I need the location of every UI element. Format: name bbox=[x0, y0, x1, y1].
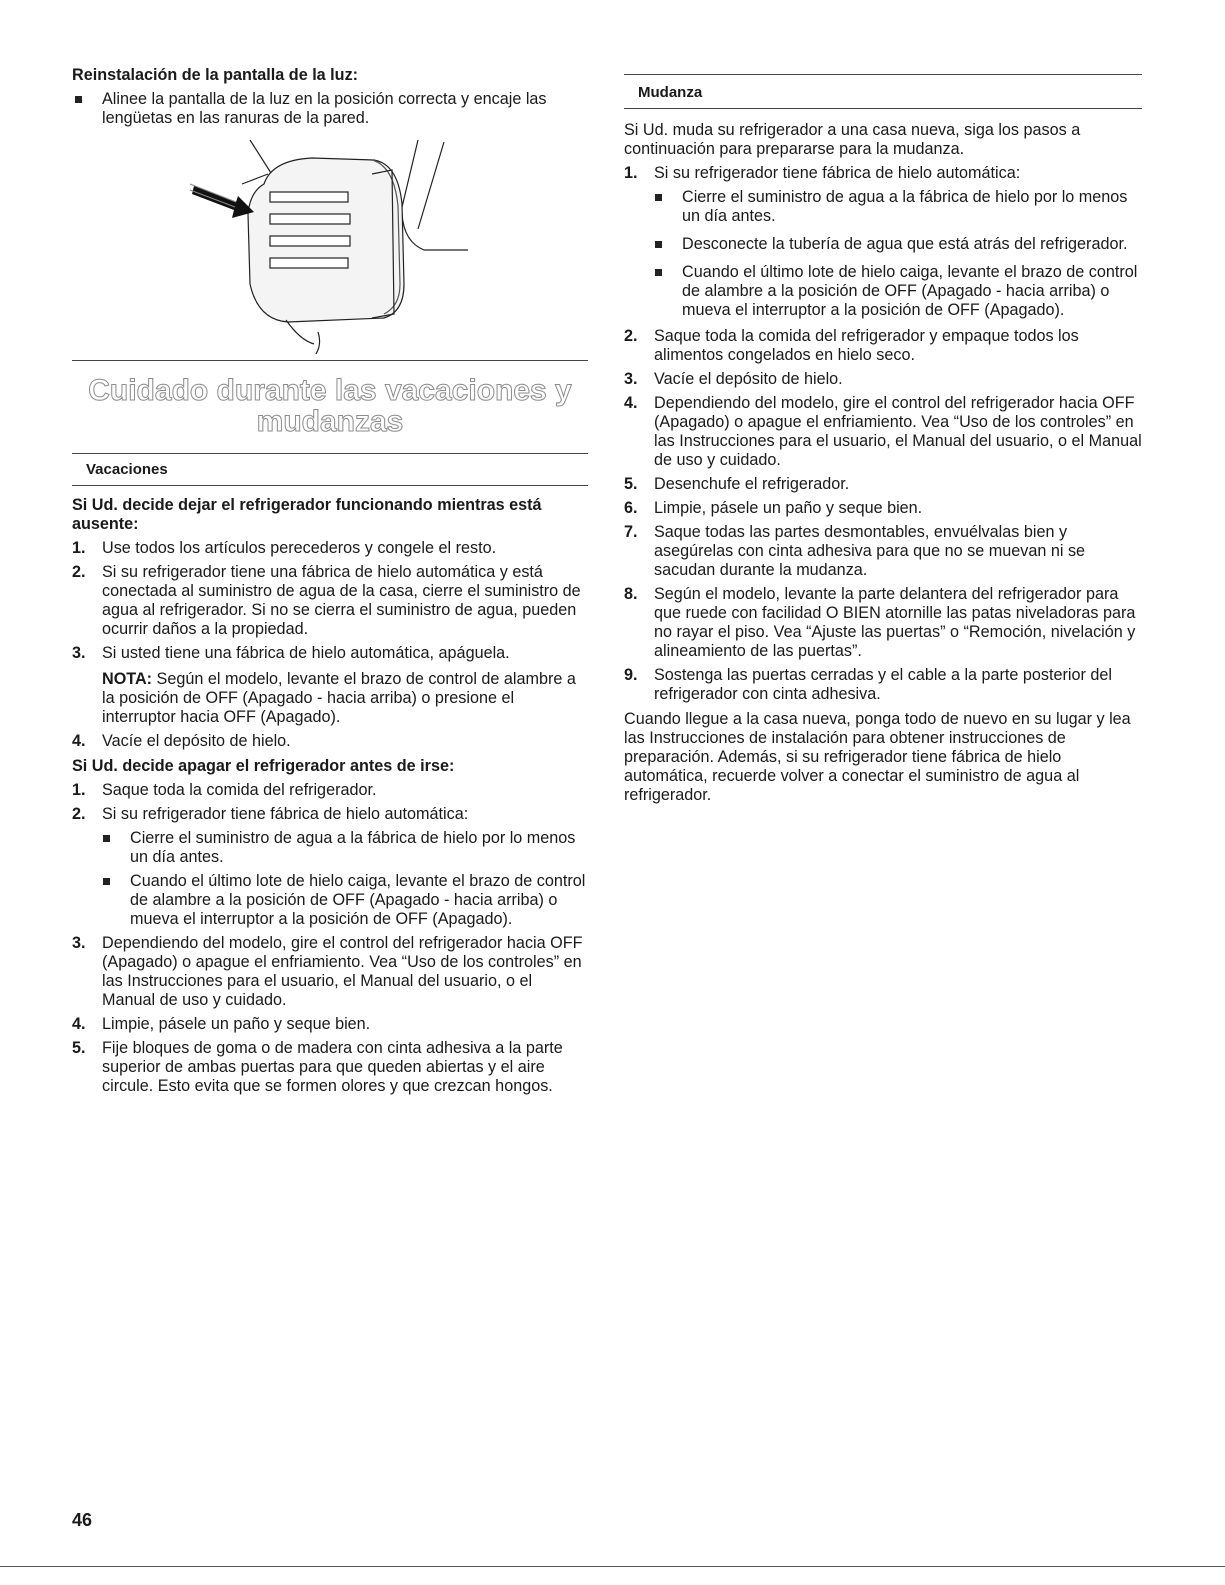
moving-step-1: 1. Si su refrigerador tiene fábrica de hielo automática: bbox=[624, 164, 1021, 182]
section-rule-top bbox=[72, 360, 588, 361]
running-heading: Si Ud. decide dejar el refrigerador funcionando mientras está ausente: bbox=[72, 496, 542, 533]
bullet-square-icon bbox=[655, 194, 662, 201]
running-step-1: 1. Use todos los artículos perecederos y congele el resto. bbox=[72, 539, 497, 557]
off-step-3: 3. Dependiendo del modelo, gire el control del refrigerador hacia OFF (Apagado) o apague el enfriamiento. Vea “Uso de los controles” en las Instrucciones para el usuario, el Manual del usuario, o el Manual de uso y cuidado. bbox=[72, 934, 583, 1009]
bullet-square-icon bbox=[103, 878, 110, 885]
moving-step-3: 3. Vacíe el depósito de hielo. bbox=[624, 370, 843, 388]
arrow-icon bbox=[190, 184, 254, 218]
off-step-2: 2. Si su refrigerador tiene fábrica de hielo automática: bbox=[72, 805, 469, 823]
section-title: Cuidado durante las vacaciones y mudanzas bbox=[88, 374, 572, 438]
moving-closing: Cuando llegue a la casa nueva, ponga todo de nuevo en su lugar y lea las Instrucciones de instalación para obtener instrucciones de preparación. Además, si su refrigerador tiene fábrica de hielo automática, recuerde volver a conectar el suministro de agua al refrigerador. bbox=[624, 710, 1131, 804]
moving-step-7: 7. Saque todas las partes desmontables, envuélvalas bien y asegúrelas con cinta adhesiva para que no se muevan ni se sacudan durante la mudanza. bbox=[624, 523, 1086, 579]
light-shield-illustration bbox=[72, 134, 588, 354]
page-bottom-rule bbox=[0, 1566, 1225, 1567]
running-step-4: 4. Vacíe el depósito de hielo. bbox=[72, 732, 291, 750]
bullet-square-icon bbox=[655, 269, 662, 276]
vacations-rule-bottom bbox=[72, 485, 588, 486]
moving-subheading: Mudanza bbox=[638, 84, 703, 101]
off-sub-bullet-1: Cierre el suministro de agua a la fábrica de hielo por lo menos un día antes. bbox=[100, 829, 588, 867]
note-paragraph: NOTA: Según el modelo, levante el brazo de control de alambre a la posición de OFF (Apagado - hacia arriba) o presione el interruptor hacia OFF (Apagado). bbox=[102, 670, 576, 726]
left-column bbox=[72, 66, 588, 1096]
off-step-5: 5. Fije bloques de goma o de madera con cinta adhesiva a la parte superior de ambas puertas para que queden abiertas y el aire circule. Esto evita que se formen olores y que crezcan hongos. bbox=[72, 1039, 563, 1095]
moving-sub-bullet-1: Cierre el suministro de agua a la fábrica de hielo por lo menos un día antes. bbox=[652, 188, 1142, 226]
bullet-square-icon bbox=[103, 835, 110, 842]
light-shield-heading: Reinstalación de la pantalla de la luz: bbox=[72, 66, 359, 84]
bullet-square-icon bbox=[75, 96, 82, 103]
off-step-1: 1. Saque toda la comida del refrigerador. bbox=[72, 781, 377, 799]
running-step-2: 2. Si su refrigerador tiene una fábrica de hielo automática y está conectada al suministro de agua de la casa, cierre el suministro de agua al refrigerador. Si no se cierra el suministro de agua, pueden ocurrir daños a la propiedad. bbox=[72, 563, 581, 638]
page-number: 46 bbox=[72, 1510, 93, 1530]
moving-intro: Si Ud. muda su refrigerador a una casa nueva, siga los pasos a continuación para prepararse para la mudanza. bbox=[624, 121, 1081, 158]
moving-rule-bottom bbox=[624, 108, 1142, 109]
off-sub-bullet-2: Cuando el último lote de hielo caiga, levante el brazo de control de alambre a la posición de OFF (Apagado - hacia arriba) o mueva el interruptor a la posición de OFF (Apagado). bbox=[100, 872, 588, 929]
right-column bbox=[624, 74, 1142, 805]
moving-step-9: 9. Sostenga las puertas cerradas y el cable a la parte posterior del refrigerador con cinta adhesiva. bbox=[624, 666, 1113, 703]
vacations-subheading: Vacaciones bbox=[86, 461, 168, 478]
bullet-square-icon bbox=[655, 241, 662, 248]
off-heading: Si Ud. decide apagar el refrigerador antes de irse: bbox=[72, 757, 455, 775]
running-step-3: 3. Si usted tiene una fábrica de hielo automática, apáguela. bbox=[72, 644, 510, 662]
moving-step-6: 6. Limpie, pásele un paño y seque bien. bbox=[624, 499, 923, 517]
moving-step-2: 2. Saque toda la comida del refrigerador y empaque todos los alimentos congelados en hielo seco. bbox=[624, 327, 1079, 364]
light-shield-bullet: Alinee la pantalla de la luz en la posición correcta y encaje las lengüetas en las ranuras de la pared. bbox=[72, 90, 588, 128]
moving-step-4: 4. Dependiendo del modelo, gire el control del refrigerador hacia OFF (Apagado) o apague el enfriamiento. Vea “Uso de los controles” en las Instrucciones para el usuario, el Manual del usuario, o el Manual de uso y cuidado. bbox=[624, 394, 1142, 469]
moving-sub-bullet-3: Cuando el último lote de hielo caiga, levante el brazo de control de alambre a la posición de OFF (Apagado - hacia arriba) o mueva el interruptor a la posición de OFF (Apagado). bbox=[652, 263, 1142, 320]
light-shield-drawing bbox=[72, 134, 588, 354]
off-step-4: 4. Limpie, pásele un paño y seque bien. bbox=[72, 1015, 371, 1033]
moving-step-5: 5. Desenchufe el refrigerador. bbox=[624, 475, 850, 493]
moving-step-8: 8. Según el modelo, levante la parte delantera del refrigerador para que ruede con facilidad O BIEN atornille las patas niveladoras para no rayar el piso. Vea “Ajuste las puertas” o “Remoción, nivelación y alineamiento de las puertas”. bbox=[624, 585, 1136, 660]
moving-sub-bullet-2: Desconecte la tubería de agua que está atrás del refrigerador. bbox=[652, 235, 1142, 254]
